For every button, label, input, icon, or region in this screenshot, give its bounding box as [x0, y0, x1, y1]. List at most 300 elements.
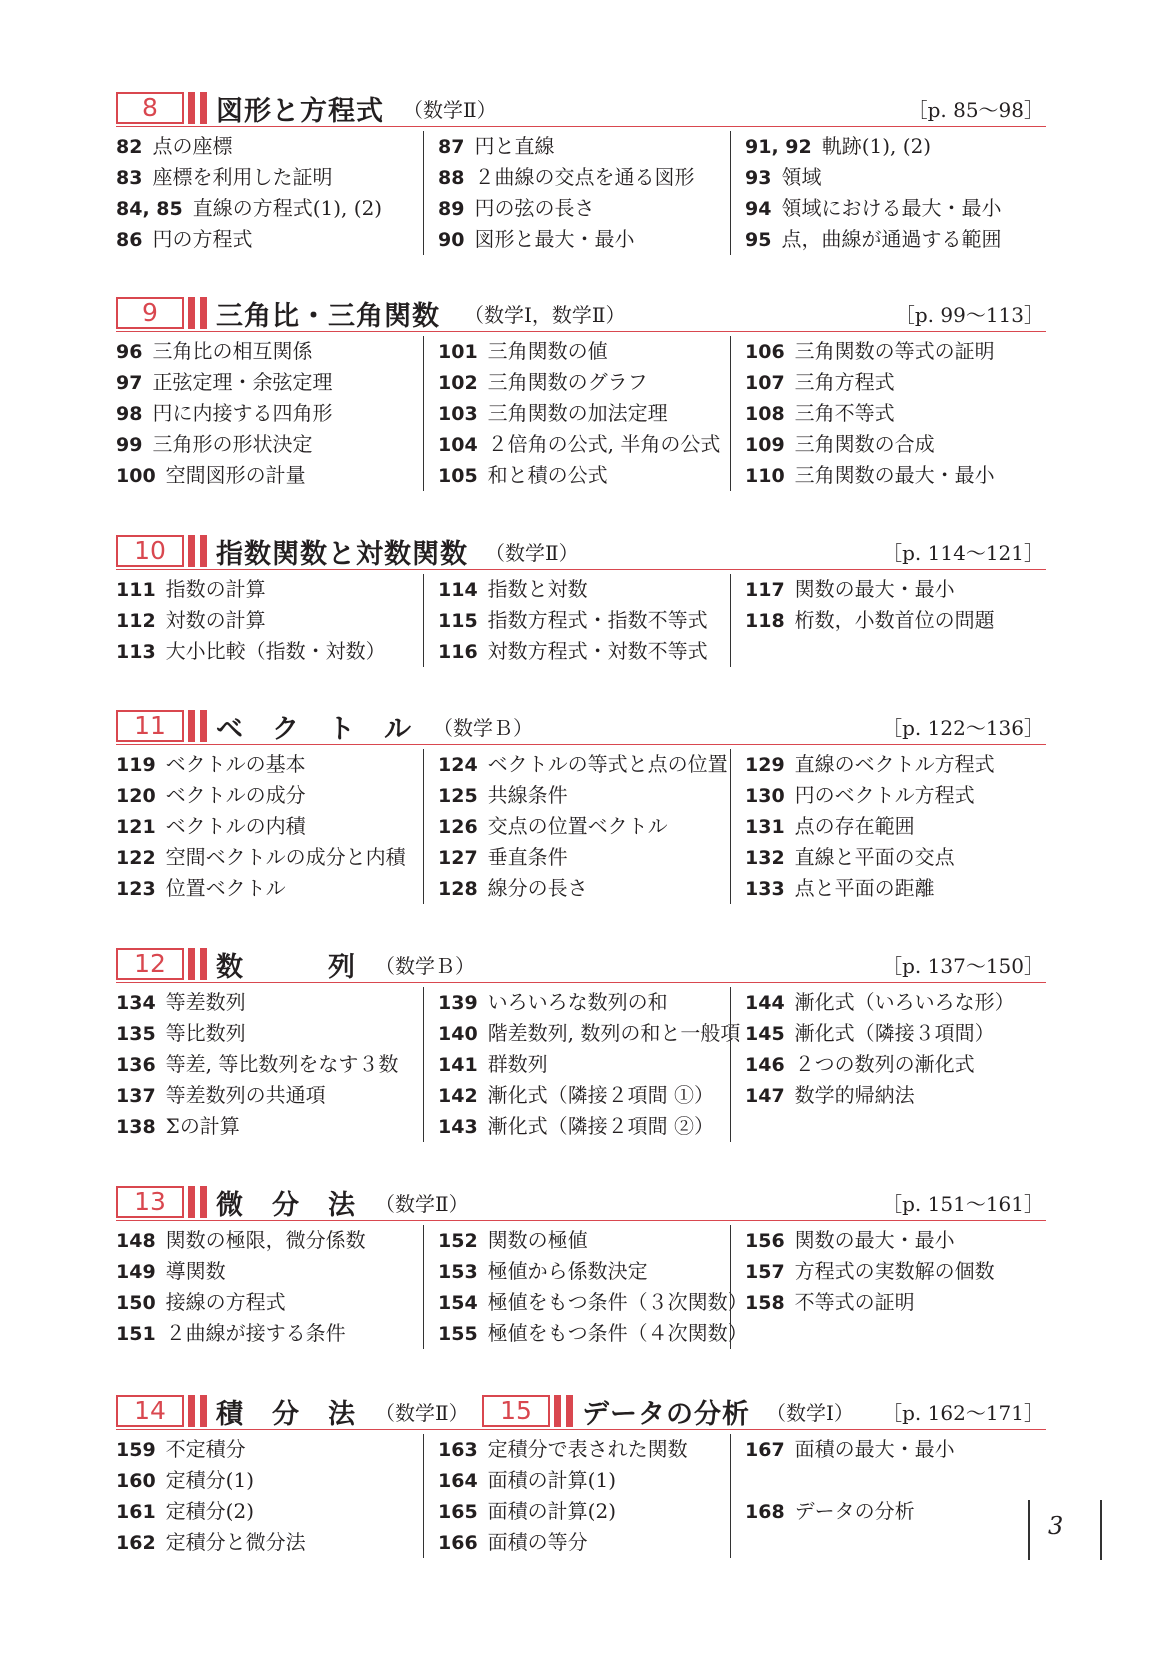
list-item — [731, 1434, 1031, 1465]
list-item — [424, 429, 724, 460]
item-number: 154 — [438, 1292, 478, 1314]
item-column — [730, 749, 1031, 904]
chapter-header — [116, 92, 1046, 127]
item-number: 157 — [745, 1261, 785, 1283]
item-number: 137 — [116, 1085, 156, 1107]
list-item — [424, 1465, 724, 1496]
chapter-section — [116, 1186, 1046, 1345]
item-title: ２曲線の交点を通る図形 — [474, 165, 695, 189]
chapter-bar — [200, 1395, 207, 1427]
item-number: 101 — [438, 341, 478, 363]
item-number: 162 — [116, 1532, 156, 1554]
item-number: 148 — [116, 1230, 156, 1252]
list-item — [731, 131, 1031, 162]
item-number: 118 — [745, 610, 785, 632]
list-item — [731, 367, 1031, 398]
chapter-title: 図形と方程式 — [216, 96, 384, 127]
item-number: 83 — [116, 167, 143, 189]
item-title: 直線と平面の交点 — [794, 845, 955, 869]
item-number: 99 — [116, 434, 143, 456]
item-title: 指数と対数 — [487, 577, 588, 601]
list-item — [116, 429, 416, 460]
item-number: 125 — [438, 785, 478, 807]
item-number: 119 — [116, 754, 156, 776]
chapter-bar — [566, 1395, 573, 1427]
list-item — [116, 811, 416, 842]
item-number: 145 — [745, 1023, 785, 1045]
item-column — [116, 574, 416, 667]
item-title: 等差数列 — [165, 990, 246, 1014]
item-title: 数学的帰納法 — [794, 1083, 915, 1107]
chapter-bar — [200, 535, 207, 567]
item-number: 144 — [745, 992, 785, 1014]
page-number-divider-left — [1028, 1500, 1030, 1560]
item-number: 89 — [438, 198, 465, 220]
item-title: 極値から係数決定 — [487, 1259, 648, 1283]
chapter-header — [116, 710, 1046, 745]
item-title: 点と平面の距離 — [794, 876, 935, 900]
list-item — [731, 460, 1031, 491]
item-column — [423, 574, 724, 667]
item-column — [423, 131, 724, 255]
item-title: 極値をもつ条件（３次関数） — [487, 1290, 748, 1314]
page-number: 3 — [1048, 1512, 1064, 1540]
item-title: ２曲線が接する条件 — [165, 1321, 346, 1345]
list-item — [424, 574, 724, 605]
list-item — [731, 842, 1031, 873]
chapter-bar — [188, 948, 195, 980]
item-number: 110 — [745, 465, 785, 487]
item-title: 定積分と微分法 — [165, 1530, 306, 1554]
list-item — [424, 749, 728, 780]
list-item — [731, 1496, 1031, 1527]
list-item — [424, 842, 724, 873]
item-number: 93 — [745, 167, 772, 189]
item-number: 91, 92 — [745, 136, 812, 158]
list-item — [424, 193, 724, 224]
item-number: 129 — [745, 754, 785, 776]
list-item — [116, 749, 416, 780]
item-number: 104 — [438, 434, 478, 456]
chapter-title: 積 分 法 — [216, 1399, 356, 1430]
item-title: 面積の等分 — [487, 1530, 588, 1554]
item-number: 122 — [116, 847, 156, 869]
item-title: 極値をもつ条件（４次関数） — [487, 1321, 748, 1345]
chapter-number: 10 — [116, 535, 184, 567]
item-title: 点の存在範囲 — [794, 814, 915, 838]
item-column — [116, 1434, 416, 1558]
item-number: 140 — [438, 1023, 478, 1045]
item-title: 面積の最大・最小 — [794, 1437, 955, 1461]
item-column — [730, 1225, 1031, 1349]
chapter-bar — [200, 948, 207, 980]
list-item — [424, 398, 724, 429]
item-number: 153 — [438, 1261, 478, 1283]
item-number: 120 — [116, 785, 156, 807]
item-number: 94 — [745, 198, 772, 220]
list-item — [731, 749, 1031, 780]
item-title: 三角形の形状決定 — [152, 432, 313, 456]
item-number: 165 — [438, 1501, 478, 1523]
item-title: 接線の方程式 — [165, 1290, 286, 1314]
list-item — [731, 1256, 1031, 1287]
chapter-subject: （数学Ｂ） — [433, 716, 533, 740]
item-title: 円のベクトル方程式 — [794, 783, 975, 807]
item-title: 関数の最大・最小 — [794, 1228, 955, 1252]
item-number: 168 — [745, 1501, 785, 1523]
item-number: 109 — [745, 434, 785, 456]
list-item — [116, 1527, 416, 1558]
item-title: 群数列 — [487, 1052, 548, 1076]
item-title: 指数方程式・指数不等式 — [487, 608, 708, 632]
item-number: 142 — [438, 1085, 478, 1107]
item-title: 定積分(2) — [165, 1499, 255, 1523]
chapter-bar — [188, 535, 195, 567]
item-title: 交点の位置ベクトル — [487, 814, 668, 838]
item-title: 対数の計算 — [165, 608, 266, 632]
list-item — [424, 780, 724, 811]
item-number: 150 — [116, 1292, 156, 1314]
item-number: 132 — [745, 847, 785, 869]
list-item — [424, 811, 724, 842]
list-item — [731, 224, 1031, 255]
chapter-bar — [200, 710, 207, 742]
item-column — [423, 1434, 724, 1558]
item-column — [423, 749, 728, 904]
item-number: 97 — [116, 372, 143, 394]
item-title: ２倍角の公式, 半角の公式 — [487, 432, 721, 456]
item-number: 167 — [745, 1439, 785, 1461]
list-item — [116, 336, 416, 367]
item-title: 面積の計算(1) — [487, 1468, 617, 1492]
item-number: 87 — [438, 136, 465, 158]
item-number: 128 — [438, 878, 478, 900]
item-title: ベクトルの内積 — [165, 814, 306, 838]
item-title: 三角関数のグラフ — [487, 370, 648, 394]
item-number: 161 — [116, 1501, 156, 1523]
chapter-section — [116, 535, 1046, 663]
item-column — [730, 574, 1031, 667]
list-item — [116, 193, 416, 224]
item-title: 正弦定理・余弦定理 — [152, 370, 333, 394]
list-item — [116, 636, 416, 667]
item-title: ベクトルの基本 — [165, 752, 306, 776]
list-item — [424, 1049, 724, 1080]
item-number: 136 — [116, 1054, 156, 1076]
item-title: 空間図形の計量 — [165, 463, 306, 487]
item-title: 漸化式（いろいろな形） — [794, 990, 1015, 1014]
chapter-bar — [200, 297, 207, 329]
item-number: 138 — [116, 1116, 156, 1138]
item-number: 111 — [116, 579, 156, 601]
item-number: 164 — [438, 1470, 478, 1492]
chapter-bar — [188, 92, 195, 124]
item-title: 三角関数の値 — [487, 339, 608, 363]
chapter-header — [116, 297, 1046, 332]
list-item — [116, 398, 416, 429]
item-title: 和と積の公式 — [487, 463, 608, 487]
item-number: 82 — [116, 136, 143, 158]
chapter-bar — [188, 710, 195, 742]
chapter-header — [116, 535, 1046, 570]
chapter-section — [116, 1395, 1046, 1554]
item-column — [116, 1225, 416, 1349]
item-number: 155 — [438, 1323, 478, 1345]
item-title: 定積分で表された関数 — [487, 1437, 688, 1461]
item-title: 等差, 等比数列をなす３数 — [165, 1052, 399, 1076]
item-title: 直線の方程式(1), (2) — [192, 196, 383, 220]
chapter-number: 9 — [116, 297, 184, 329]
item-number: 112 — [116, 610, 156, 632]
chapter-title: 数 列 — [216, 952, 356, 983]
chapter-pages: ［p. 162〜171］ — [882, 1401, 1044, 1425]
list-item — [731, 873, 1031, 904]
item-number: 90 — [438, 229, 465, 251]
item-title: 座標を利用した証明 — [152, 165, 333, 189]
chapter-subject: （数学Ⅱ） — [403, 98, 497, 122]
list-item — [424, 1225, 724, 1256]
list-item — [424, 1287, 748, 1318]
list-item — [116, 574, 416, 605]
item-title: 円と直線 — [474, 134, 555, 158]
chapter-number: 13 — [116, 1186, 184, 1218]
chapter-bar — [200, 1186, 207, 1218]
item-number: 133 — [745, 878, 785, 900]
chapter-section — [116, 92, 1046, 251]
chapter-number: 11 — [116, 710, 184, 742]
list-item — [116, 605, 416, 636]
item-title: ベクトルの等式と点の位置 — [487, 752, 728, 776]
chapter-pages: ［p. 151〜161］ — [882, 1192, 1044, 1216]
list-item — [424, 1256, 724, 1287]
chapter-subject: （数学Ｂ） — [375, 954, 475, 978]
item-title: 円の方程式 — [152, 227, 253, 251]
chapter-subject: （数学Ⅰ，数学Ⅱ） — [464, 303, 626, 327]
chapter-title: 微 分 法 — [216, 1190, 356, 1221]
item-number: 126 — [438, 816, 478, 838]
item-number: 121 — [116, 816, 156, 838]
item-number: 146 — [745, 1054, 785, 1076]
list-item — [116, 1287, 416, 1318]
list-item — [731, 1465, 1031, 1496]
item-number: 102 — [438, 372, 478, 394]
item-number: 96 — [116, 341, 143, 363]
list-item — [731, 574, 1031, 605]
list-item — [116, 1018, 416, 1049]
item-title: 共線条件 — [487, 783, 568, 807]
item-title: 円に内接する四角形 — [152, 401, 333, 425]
list-item — [116, 1049, 416, 1080]
list-item — [731, 429, 1031, 460]
list-item — [731, 162, 1031, 193]
item-title: 方程式の実数解の個数 — [794, 1259, 995, 1283]
chapter-bar — [188, 1395, 195, 1427]
item-number: 135 — [116, 1023, 156, 1045]
chapter-title: 指数関数と対数関数 — [216, 539, 468, 570]
item-title: 三角関数の等式の証明 — [794, 339, 995, 363]
item-number: 156 — [745, 1230, 785, 1252]
item-title: 点の座標 — [152, 134, 233, 158]
list-item — [731, 1287, 1031, 1318]
item-number: 115 — [438, 610, 478, 632]
item-number: 163 — [438, 1439, 478, 1461]
list-item — [731, 811, 1031, 842]
item-column — [116, 336, 416, 491]
item-number: 86 — [116, 229, 143, 251]
list-item — [731, 605, 1031, 636]
list-item — [731, 987, 1031, 1018]
list-item — [116, 1111, 416, 1142]
item-column — [730, 336, 1031, 491]
item-title: 線分の長さ — [487, 876, 588, 900]
item-title: 領域における最大・最小 — [781, 196, 1002, 220]
chapter-pages: ［p. 114〜121］ — [882, 541, 1044, 565]
item-number: 159 — [116, 1439, 156, 1461]
item-title: 定積分(1) — [165, 1468, 255, 1492]
item-number: 130 — [745, 785, 785, 807]
list-item — [116, 224, 416, 255]
item-title: 領域 — [781, 165, 822, 189]
list-item — [424, 1527, 724, 1558]
item-column — [116, 131, 416, 255]
list-item — [116, 1496, 416, 1527]
chapter-number: 8 — [116, 92, 184, 124]
list-item — [116, 367, 416, 398]
item-title: 空間ベクトルの成分と内積 — [165, 845, 406, 869]
list-item — [424, 873, 724, 904]
chapter-header — [116, 948, 1046, 983]
chapter-bar — [188, 1186, 195, 1218]
list-item — [424, 131, 724, 162]
chapter-section — [116, 297, 1046, 487]
list-item — [116, 1080, 416, 1111]
item-number: 114 — [438, 579, 478, 601]
list-item — [424, 224, 724, 255]
list-item — [116, 162, 416, 193]
item-number: 116 — [438, 641, 478, 663]
item-column — [730, 131, 1031, 255]
item-number: 139 — [438, 992, 478, 1014]
chapter-bar — [188, 297, 195, 329]
list-item — [731, 336, 1031, 367]
item-column — [423, 1225, 748, 1349]
item-number: 100 — [116, 465, 156, 487]
page-number-divider-right — [1100, 1500, 1102, 1560]
item-title: 漸化式（隣接３項間） — [794, 1021, 995, 1045]
chapter-header — [116, 1186, 1046, 1221]
list-item — [424, 1318, 748, 1349]
item-title: 大小比較（指数・対数） — [165, 639, 386, 663]
list-item — [116, 131, 416, 162]
chapter-number: 15 — [482, 1395, 550, 1427]
item-number: 158 — [745, 1292, 785, 1314]
list-item — [424, 162, 724, 193]
chapter-number: 12 — [116, 948, 184, 980]
item-title: 関数の最大・最小 — [794, 577, 955, 601]
item-title: 軌跡(1), (2) — [821, 134, 932, 158]
item-title: 円の弦の長さ — [474, 196, 595, 220]
item-title: いろいろな数列の和 — [487, 990, 668, 1014]
chapter-header — [116, 1395, 1046, 1430]
list-item — [116, 1318, 416, 1349]
chapter-pages: ［p. 137〜150］ — [882, 954, 1044, 978]
item-number: 143 — [438, 1116, 478, 1138]
chapter-title: データの分析 — [582, 1399, 750, 1430]
item-number: 103 — [438, 403, 478, 425]
item-number: 134 — [116, 992, 156, 1014]
item-title: 不等式の証明 — [794, 1290, 915, 1314]
chapter-section — [116, 948, 1046, 1138]
item-number: 84, 85 — [116, 198, 183, 220]
list-item — [424, 336, 724, 367]
item-number: 124 — [438, 754, 478, 776]
item-title: 面積の計算(2) — [487, 1499, 617, 1523]
item-title: 対数方程式・対数不等式 — [487, 639, 708, 663]
item-number: 147 — [745, 1085, 785, 1107]
item-column — [116, 749, 416, 904]
item-title: ベクトルの成分 — [165, 783, 306, 807]
item-title: 三角比の相互関係 — [152, 339, 313, 363]
list-item — [424, 367, 724, 398]
item-number: 117 — [745, 579, 785, 601]
item-number: 160 — [116, 1470, 156, 1492]
list-item — [731, 398, 1031, 429]
item-number: 108 — [745, 403, 785, 425]
item-number: 107 — [745, 372, 785, 394]
list-item — [731, 1225, 1031, 1256]
item-title: 点，曲線が通過する範囲 — [781, 227, 1002, 251]
item-column — [730, 1434, 1031, 1558]
list-item — [424, 987, 724, 1018]
list-item — [424, 1018, 741, 1049]
item-number: 123 — [116, 878, 156, 900]
item-title: 直線のベクトル方程式 — [794, 752, 995, 776]
list-item — [116, 842, 416, 873]
item-title: 三角不等式 — [794, 401, 895, 425]
chapter-bar — [200, 92, 207, 124]
list-item — [424, 1496, 724, 1527]
chapter-subject: （数学Ⅱ） — [375, 1401, 469, 1425]
item-number: 106 — [745, 341, 785, 363]
item-title: 三角方程式 — [794, 370, 895, 394]
chapter-number: 14 — [116, 1395, 184, 1427]
item-title: 等差数列の共通項 — [165, 1083, 326, 1107]
chapter-title: ベ ク ト ル — [216, 714, 412, 745]
list-item — [116, 1465, 416, 1496]
list-item — [424, 1434, 724, 1465]
item-number: 131 — [745, 816, 785, 838]
chapter-subject: （数学Ⅱ） — [485, 541, 579, 565]
item-column — [730, 987, 1031, 1142]
item-title: 漸化式（隣接２項間 ②） — [487, 1114, 715, 1138]
chapter-pages: ［p. 122〜136］ — [882, 716, 1044, 740]
item-title: 漸化式（隣接２項間 ①） — [487, 1083, 715, 1107]
list-item — [116, 460, 416, 491]
item-title: 三角関数の最大・最小 — [794, 463, 995, 487]
item-number: 141 — [438, 1054, 478, 1076]
item-column — [116, 987, 416, 1142]
item-title: 指数の計算 — [165, 577, 266, 601]
item-title: 階差数列, 数列の和と一般項 — [487, 1021, 741, 1045]
item-number: 151 — [116, 1323, 156, 1345]
item-title: Σの計算 — [165, 1114, 240, 1138]
item-number: 127 — [438, 847, 478, 869]
chapter-pages: ［p. 99〜113］ — [894, 303, 1044, 327]
list-item — [731, 1080, 1031, 1111]
chapter-subject: （数学Ⅱ） — [375, 1192, 469, 1216]
list-item — [116, 1434, 416, 1465]
list-item — [424, 1080, 724, 1111]
